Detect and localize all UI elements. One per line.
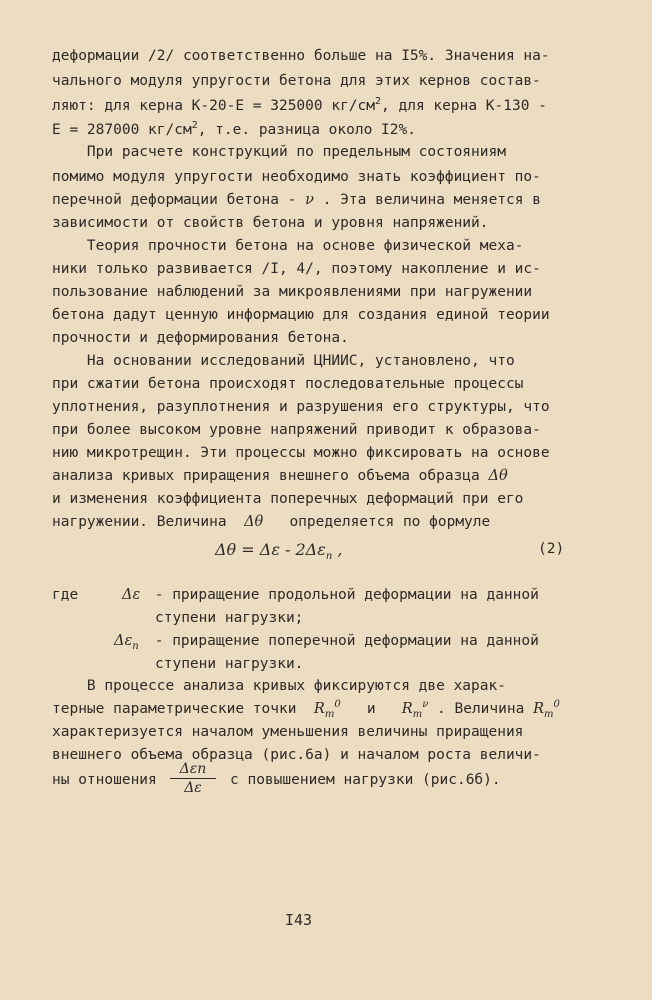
text-line-7: перечной деформации бетона - ν . Эта величина меняется в <box>52 192 541 208</box>
text-line-25: внешнего объема образца (рис.6а) и началом роста величи- <box>52 747 541 763</box>
r-t-0-symbol: $R_т^0$ <box>533 699 560 720</box>
text-line-24: характеризуется началом уменьшения величины приращения <box>52 724 524 740</box>
r-t-0-symbol: $R_т^0$ <box>313 699 341 720</box>
text-line-14: На основании исследований ЦНИИС, установлено, что <box>52 353 515 369</box>
page-number: I43 <box>285 911 313 929</box>
text-line-17: при более высоком уровне напряжений приводит к образова- <box>52 422 541 438</box>
definition-2-cont: ступени нагрузки. <box>155 656 304 672</box>
text-line-26: ны отношения <box>52 772 166 788</box>
delta-theta-symbol: Δθ <box>488 468 508 484</box>
definition-1: где Δε - приращение продольной деформации на данной <box>52 587 539 603</box>
formula-2: $\Delta\theta = \Delta\varepsilon - 2\Delta\varepsilon_n$ , <box>215 540 343 563</box>
document-page: деформации /2/ соответственно больше на I5%. Значения на- чального модуля упругости бетона для этих кернов состав- ляют: для керна К-20-Е = 325000 $кг/см^2$, для керна К-130 - Е = 287000 $кг/см^2$, т.е. разница около I2%. При расчете конструкций по предельным состояниям помимо модуля упругости необходимо знать коэффициент по- перечной деформации бетона - ν . Эта величина меняется в зависимости от свойств бетона и уровня напряжений. Теория прочности бетона на основе физической меха- ники только развивается /I, 4/, поэтому накопление и ис- пользование наблюдений за микроявлениями при нагружении бетона дадут ценную информацию для создания единой теории прочности и деформирования бетона. На основании исследований ЦНИИС, установлено, что при сжатии бетона происходят последовательные процессы уплотнения, разуплотнения и разрушения его структуры, что при более высоком уровне напряжений приводит к образова- нию микротрещин. Эти процессы можно фиксировать на основе анализа кривых приращения внешнего объема образца Δθ и изменения коэффициента поперечных деформаций при его нагружении. Величина Δθ определяется по формуле $\Delta\theta = \Delta\varepsilon - 2\Delta\varepsilon_n$ , (2) где Δε - приращение продольной деформации на данной ступени нагрузки; $\Delta\varepsilon_n$ - приращение поперечной деформации на данной ступени нагрузки. В процессе анализа кривых фиксируются две харак- терные параметрические точки $R_т^0$ и $R_т^\nu$ . Величина $R_т^0$ характеризуется началом уменьшения величины приращения внешнего объема образца (рис.6а) и началом роста величи- ны отношения Δεn Δε с повышением нагрузки (рис.6б). I43 <box>0 0 652 1000</box>
text-line-8: зависимости от свойств бетона и уровня напряжений. <box>52 215 489 231</box>
strain-ratio-fraction: Δεn Δε <box>170 761 216 796</box>
text-line-5: При расчете конструкций по предельным состояниям <box>52 144 506 160</box>
text-line-16: уплотнения, разуплотнения и разрушения его структуры, что <box>52 399 550 415</box>
nu-symbol: ν <box>305 192 314 208</box>
text-line-23: терные параметрические точки $R_т^0$ и $R_т^\nu$ . Величина $R_т^0$ <box>52 699 560 720</box>
text-line-6: помимо модуля упругости необходимо знать коэффициент по- <box>52 169 541 185</box>
text-line-18: нию микротрещин. Эти процессы можно фиксировать на основе <box>52 445 550 461</box>
r-t-nu-symbol: $R_т^\nu$ <box>401 699 429 720</box>
text-line-2: чального модуля упругости бетона для этих кернов состав- <box>52 73 541 89</box>
delta-theta-symbol: Δθ <box>244 514 264 530</box>
text-line-13: прочности и деформирования бетона. <box>52 330 349 346</box>
equation-number: (2) <box>538 541 565 557</box>
text-line-15: при сжатии бетона происходят последовательные процессы <box>52 376 524 392</box>
text-line-11: пользование наблюдений за микроявлениями при нагружении <box>52 284 533 300</box>
text-line-9: Теория прочности бетона на основе физической меха- <box>52 238 524 254</box>
text-line-26-cont: с повышением нагрузки (рис.6б). <box>230 772 501 788</box>
text-line-20: и изменения коэффициента поперечных деформаций при его <box>52 491 524 507</box>
text-line-1: деформации /2/ соответственно больше на I5%. Значения на- <box>52 48 550 64</box>
text-line-3: ляют: для керна К-20-Е = 325000 $кг/см^2$, для керна К-130 - <box>52 96 547 114</box>
text-line-19: анализа кривых приращения внешнего объема образца Δθ <box>52 468 508 484</box>
text-line-10: ники только развивается /I, 4/, поэтому накопление и ис- <box>52 261 541 277</box>
text-line-4: Е = 287000 $кг/см^2$, т.е. разница около I2%. <box>52 120 416 138</box>
text-line-22: В процессе анализа кривых фиксируются две харак- <box>52 678 506 694</box>
text-line-21: нагружении. Величина Δθ определяется по формуле <box>52 514 491 530</box>
definition-1-cont: ступени нагрузки; <box>155 610 304 626</box>
text-line-12: бетона дадут ценную информацию для создания единой теории <box>52 307 550 323</box>
